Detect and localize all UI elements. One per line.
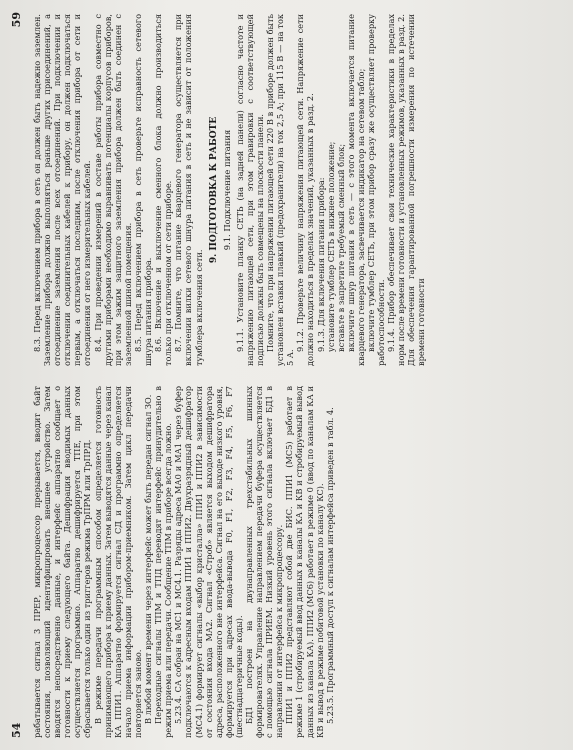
page-number-left: 54 <box>10 722 23 738</box>
paragraph: Помните, что при напряжении питающей сети 220 В в приборе должен быть установлен вставки плавкий (предохранители) на ток 2,5 А; при 115 В — на ток 5 А. <box>265 14 296 366</box>
paragraph: БД1 построен на двунаправленных трехстабильных шинных формирователях. Управление направлением передачи буфера осуществляется с помощью сигнала ПРИЕМ. Низкий уровень этого сигнала включает БД1 в направлении от интерфейса к микропроцессору. <box>243 386 285 738</box>
paragraph: 8.7. Помните, что питание кварцевого генератора осуществляется при включении вилки сетевого шнура питания в сеть и не зависит от положения тумблера включения сети. <box>173 14 204 366</box>
paragraph: включите тумблер СЕТЬ, при этом прибор сразу же осуществляет проверку работоспособности. <box>366 14 387 366</box>
paragraph: 5.23.5. Программный доступ к сигналам интерфейса приведен в табл. 4. <box>324 407 335 724</box>
paragraph: ППИ1 и ППИ2 представляют собой две БИС. ППИ1 (МС5) работает в режиме 1 (стробируемый ввод данных в каналы КА и КВ и стробируемый вывод данных из канала КА). ППИ2 (МС6) работает в режиме 0 (ввод по каналам КА и КВ и вывод в режиме побитовой установки по каналу КС). <box>284 386 325 738</box>
paragraph: установите тумблер СЕТЬ в нижнее положение; <box>325 141 336 352</box>
page-number-right: 59 <box>10 12 23 28</box>
paragraph: 9.1.3. Для включения питания прибора: <box>315 177 326 352</box>
paragraph: включите шнур питания в сеть — с этого момента включается питание кварцевого генератора, засвечивается индикатор на сетевом табло; <box>345 14 366 366</box>
paragraph: 9.1.2. Проверьте величину напряжения питающей сети. Напряжение сети должно находиться в пределах значений, указанных в разд. 2. <box>295 14 316 366</box>
right-column <box>32 14 427 366</box>
left-column <box>32 386 335 738</box>
paragraph: вставьте в запретите требуемый сменный блок; <box>335 143 346 352</box>
paragraph: рабатывается сигнал 3 ПРЕР, микропроцессор прерывается, вводит байт состояния, позволяющий идентифицировать внешнее устройство. Затем вводятся непосредственно данные, и интерфейс аппаратно сообщает о готовности к приему следующего байта. Дешифрация вводимых данных осуществляется программно. Аппаратно дешифрируется ТПЕ, при этом сбрасывается только один из триггеров режима ТрПРМ или ТрПРД. <box>32 386 93 738</box>
paragraph: В режиме передачи программным способом определяется готовность принимающего прибора к приему данных. Затем выводятся данные через канал КА ППИ1. Аппаратно формируется сигнал СД и программно определяется начало приема информации прибором-приемником. Затем цикл передачи повторяется заново. <box>92 386 143 738</box>
section-heading: 9. ПОДГОТОВКА К РАБОТЕ <box>208 116 219 264</box>
paragraph: 8.3. Перед включением прибора в сеть он должен быть надежно заземлен. Заземление прибора должно выполняться раньше других присоединений, а отсоединение заземления после всех отсоединений. При подключении и отключении соединительных кабелей к прибору, он должен подключаться первым, а отключаться последним, после отключения прибора от сети и отсоединения от него измерительных кабелей. <box>32 14 93 366</box>
paragraph: 8.4. При проведении измерений в составе работы прибора совместно с другими приборами необходимо выравнивать потенциалы корпусов приборов, при этом зажим защитного заземления прибора должен быть соединен с заземленной шиной помещения. <box>92 14 133 366</box>
sub-heading: 9.1. Подключение питания <box>221 129 232 251</box>
paragraph: 9.1.1. Установите планку СЕТЬ (на задней панели) согласно частоте и напряжению питающей сети, при этом гравировки с соответствующей подписью должны быть совмещены на плоскости панели. <box>234 14 265 366</box>
paragraph: В любой момент времени через интерфейс может быть передан сигнал ЗО. <box>143 394 154 724</box>
paragraph: 8.5. Перед включением прибора в сеть проверьте исправность сетевого шнура питания прибора. <box>132 14 154 366</box>
paragraph: Переходные сигналы ТПМ и ТПД переводят интерфейс принудительно в режим приема или передачи. Сообщение ТПМ в приборе всегда ложно. <box>153 386 174 738</box>
paragraph: 8.6. Включение и выключение сменного блока должно производиться только при отключенном от сети приборе. <box>153 14 174 366</box>
paragraph: 9.1.4. Прибор обеспечивает свои технические характеристики в пределах норм после времени готовности и установленных режимов, указанных в разд. 2. Для обеспечения гарантированной погрешности измерения по истечении времени готовности <box>386 14 427 366</box>
paragraph: 5.23.4. СА собран на МС1 и МС4.1. Разряды адреса МА0 и МА1 через буфер подключаются к адресным входам ППИ1 и ППИ2. Двухразрядный дешифратор (МС4.1) формирует сигналы «выбор кристалла» ППИ1 и ППИ2 в зависимости от состояния входа МА2. Сигнал «Строб» является выходом дешифратора адреса, расположенного вне интерфейса. Сигнал на его выходе низкого уровня, формируется при адресах ввода-вывода F0, F1, F2, F3, F4, F5, F6, F7 (шестнадцатеричные коды). <box>173 386 244 738</box>
